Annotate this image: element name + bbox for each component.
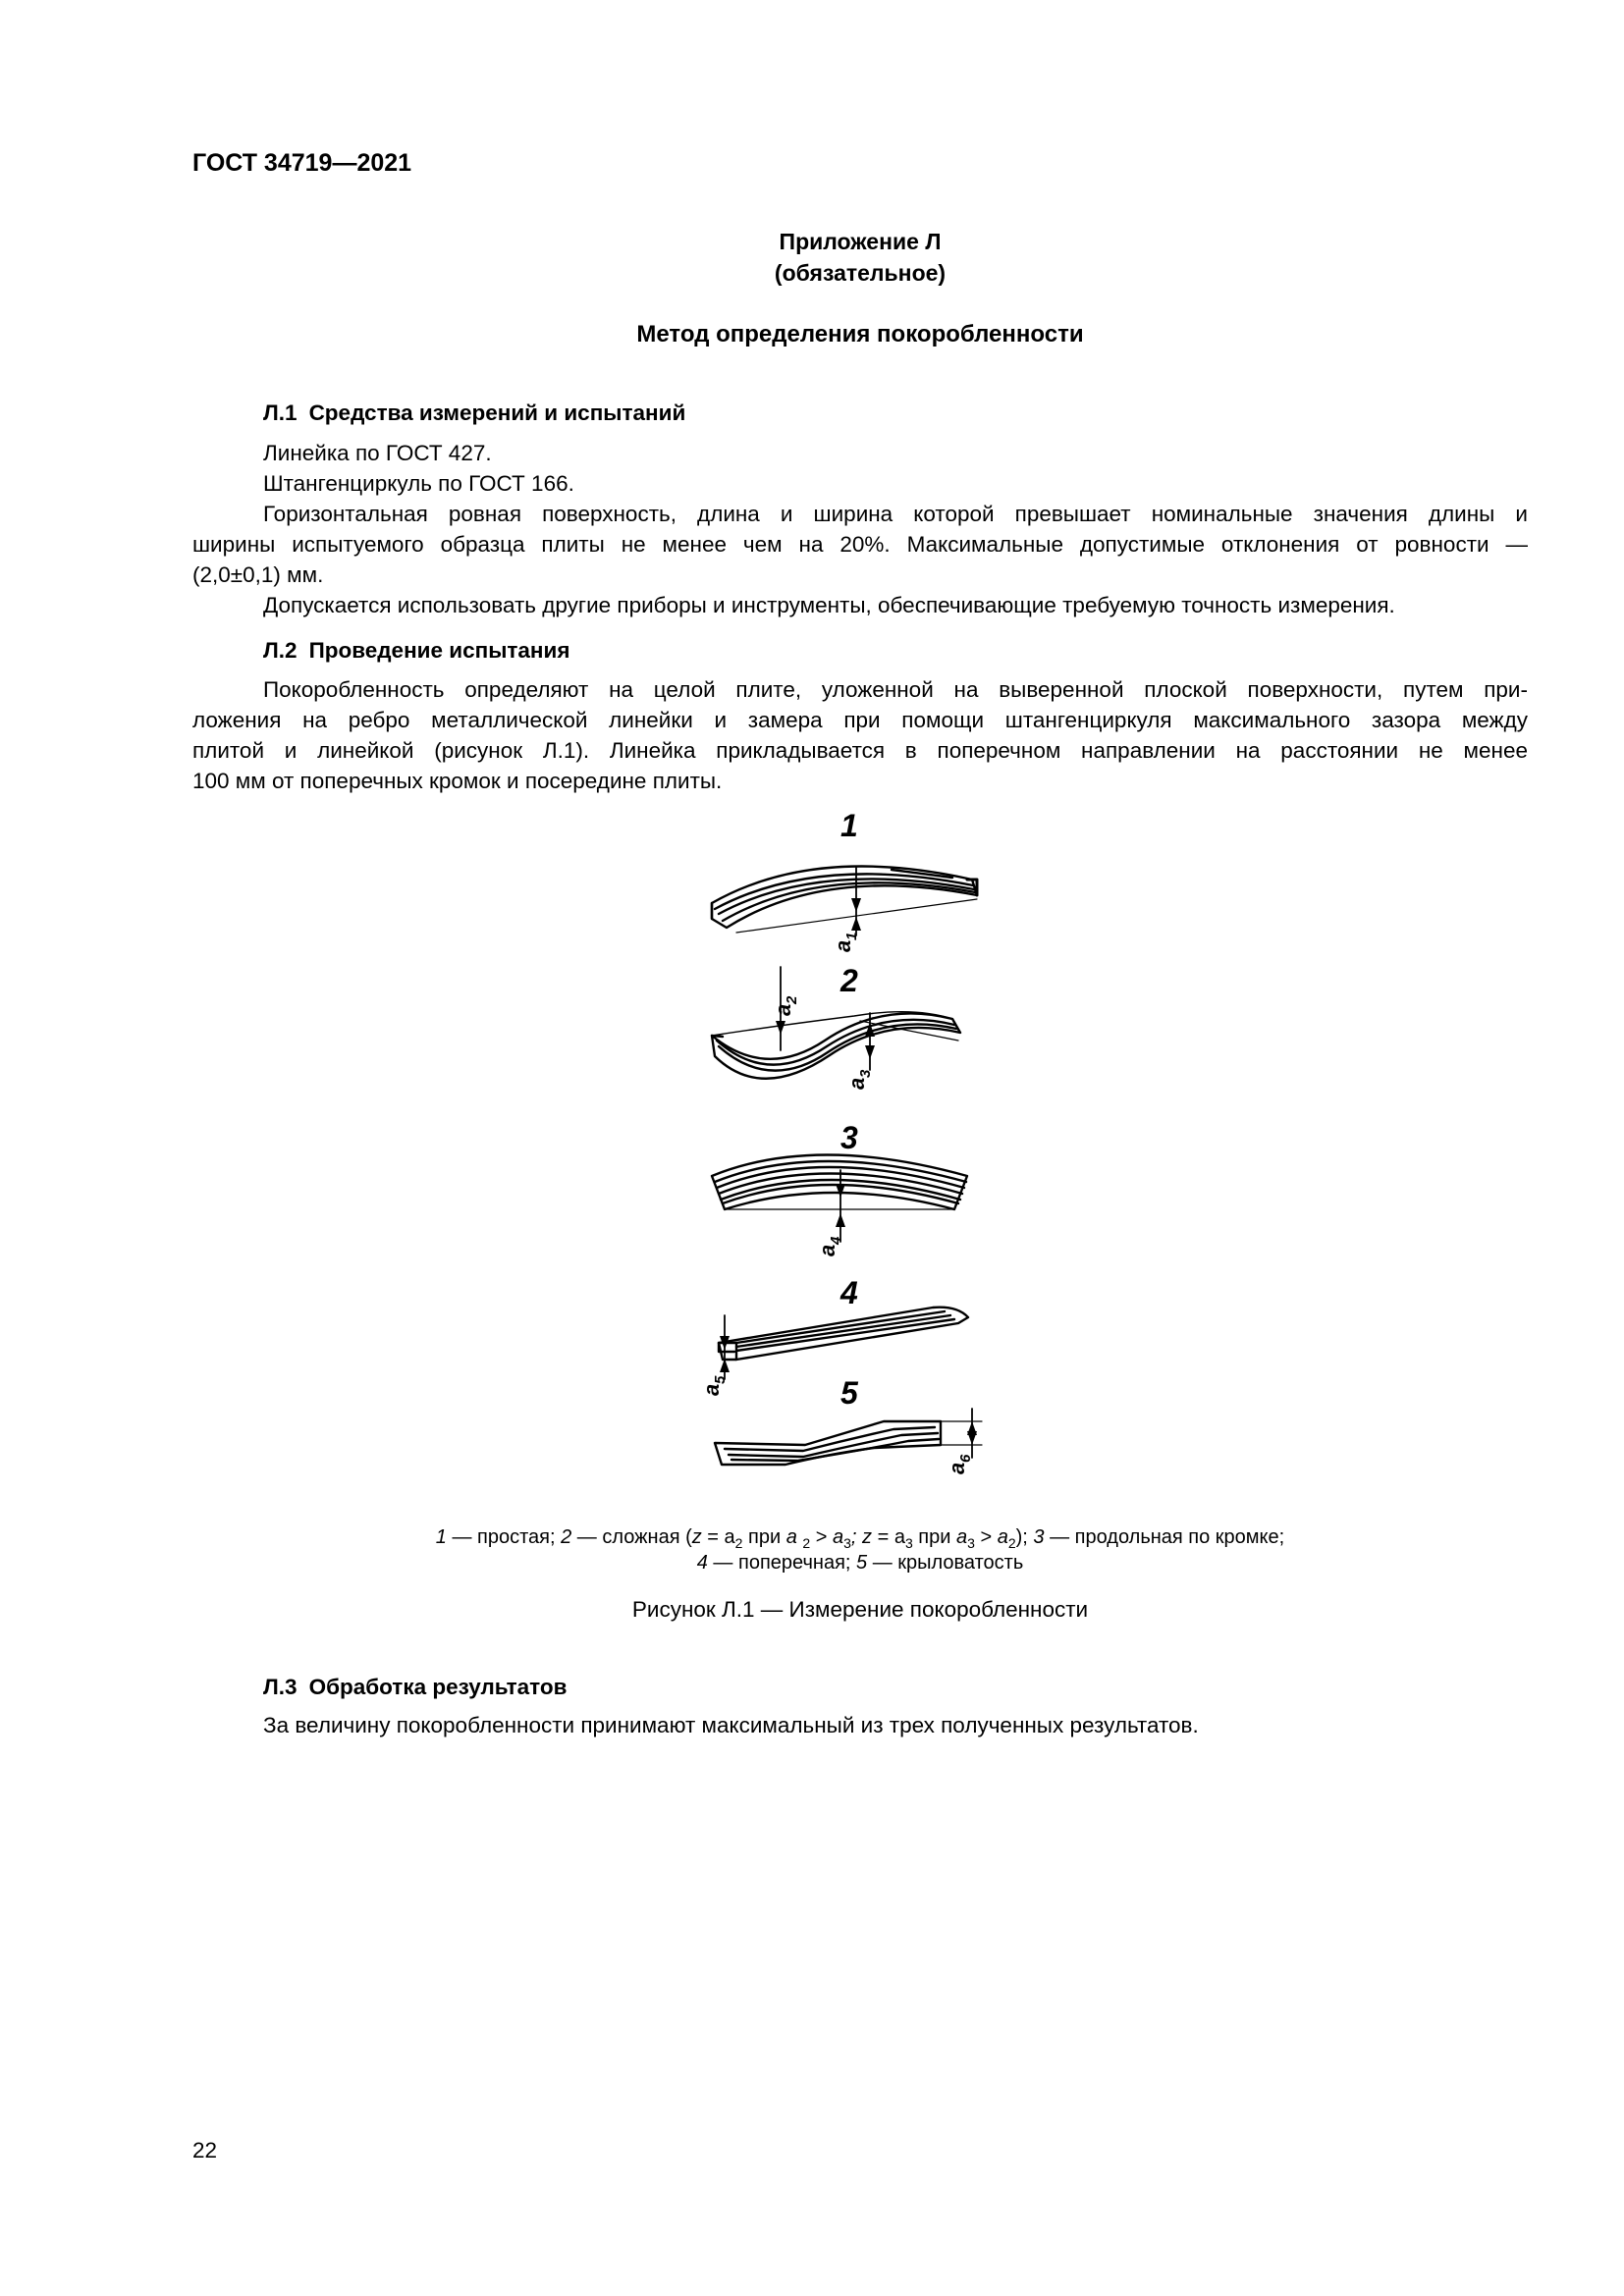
- figure-label-2: 2: [840, 963, 858, 998]
- legend-sub: 3: [843, 1535, 851, 1551]
- dimension-label-a4: a: [815, 1244, 839, 1256]
- dimension-subscript: 4: [828, 1236, 844, 1245]
- dimension-subscript: 5: [712, 1375, 729, 1384]
- text-line: Допускается использовать другие приборы и инструменты, обеспечивающие требуемую точность измерения.: [263, 593, 1395, 617]
- section-3-heading: [263, 1675, 567, 1700]
- section-2-heading: [263, 638, 570, 664]
- section-1-number: Л.1: [263, 400, 298, 425]
- plate-1-simple-warp: [712, 867, 977, 936]
- annex-status: (обязательное): [774, 260, 947, 286]
- text-line: ширины испытуемого образца плиты не менее чем на 20%. Максимальные допустимые отклонения от ровности —: [192, 532, 1528, 557]
- legend-text: — простая;: [446, 1526, 562, 1548]
- dimension-subscript: 1: [843, 932, 860, 940]
- annex-heading: [192, 226, 1528, 289]
- section-1-heading: [263, 400, 685, 426]
- legend-text: );: [1015, 1526, 1034, 1548]
- dimension-label-a2: a: [771, 1003, 795, 1016]
- figure-label-5: 5: [840, 1375, 858, 1411]
- text-line: Покоробленность определяют на целой плите, уложенной на выверенной плоской поверхности, путем при-: [263, 677, 1528, 702]
- legend-text: при: [742, 1526, 786, 1548]
- legend-sub: 2: [1007, 1535, 1016, 1551]
- figure-title: Рисунок Л.1 — Измерение покоробленности: [631, 1597, 1089, 1622]
- legend-sub: 3: [904, 1535, 913, 1551]
- section-3-title: Обработка результатов: [308, 1675, 568, 1699]
- text-line: За величину покоробленности принимают максимальный из трех полученных результатов.: [263, 1713, 1199, 1737]
- legend-text: при: [912, 1526, 956, 1548]
- legend-num: 5: [856, 1552, 868, 1574]
- text-line: Горизонтальная ровная поверхность, длина и ширина которой превышает номинальные значения длины и: [263, 502, 1528, 526]
- section-3-body: [192, 1710, 1528, 1740]
- plate-3-longitudinal-warp: [712, 1155, 967, 1243]
- legend-text: — крыловатость: [867, 1552, 1024, 1574]
- legend-var: a: [956, 1526, 968, 1548]
- legend-text: — продольная по кромке;: [1044, 1526, 1285, 1548]
- plate-2-complex-warp: [712, 967, 960, 1079]
- page-number: 22: [192, 2138, 218, 2163]
- section-2-body: [192, 674, 1528, 796]
- legend-sub: 2: [734, 1535, 743, 1551]
- legend-num: 2: [561, 1526, 572, 1548]
- section-3-number: Л.3: [263, 1675, 298, 1699]
- legend-text: — поперечная;: [707, 1552, 857, 1574]
- figure-label-4: 4: [840, 1275, 858, 1310]
- legend-var: z: [691, 1526, 702, 1548]
- text-line: 100 мм от поперечных кромок и посередине плиты.: [192, 769, 723, 793]
- figure-legend: [192, 1524, 1528, 1575]
- legend-num: 3: [1033, 1526, 1045, 1548]
- dimension-label-a1: a: [831, 939, 855, 952]
- legend-num: 4: [696, 1552, 708, 1574]
- section-1-title: Средства измерений и испытаний: [308, 400, 686, 425]
- dimension-subscript: 2: [784, 995, 800, 1004]
- dimension-label-a5: a: [699, 1383, 724, 1396]
- dimension-label-a6: a: [945, 1462, 969, 1474]
- legend-text: — сложная (: [571, 1526, 692, 1548]
- legend-num: 1: [435, 1526, 447, 1548]
- text-line: Линейка по ГОСТ 427.: [263, 441, 492, 465]
- legend-line-2: [192, 1550, 1528, 1575]
- legend-text: >: [810, 1526, 833, 1548]
- figure-label-3: 3: [840, 1120, 858, 1155]
- legend-line-1: [192, 1524, 1528, 1550]
- legend-sub: 2: [802, 1535, 811, 1551]
- legend-var: z: [862, 1526, 873, 1548]
- figure-label-1: 1: [840, 808, 858, 843]
- text-line: Штангенциркуль по ГОСТ 166.: [263, 471, 574, 496]
- method-title: Метод определения покоробленности: [636, 321, 1084, 347]
- annex-title: Приложение Л: [779, 229, 942, 254]
- plate-4-transverse-warp: [719, 1308, 968, 1379]
- standard-code: ГОСТ 34719—2021: [192, 149, 412, 177]
- plate-5-twist: [715, 1409, 982, 1465]
- legend-text: = a: [701, 1526, 735, 1548]
- legend-text: = a: [872, 1526, 905, 1548]
- dimension-subscript: 3: [857, 1069, 874, 1078]
- legend-var: a: [832, 1526, 844, 1548]
- legend-text: ;: [850, 1526, 863, 1548]
- text-line: плитой и линейкой (рисунок Л.1). Линейка прикладывается в поперечном направлении на расстоянии не менее: [192, 738, 1528, 763]
- section-2-number: Л.2: [263, 638, 298, 663]
- warpage-figure: [638, 805, 1051, 1492]
- legend-sub: 3: [967, 1535, 975, 1551]
- legend-var: a: [997, 1526, 1008, 1548]
- dimension-subscript: 6: [957, 1454, 974, 1463]
- section-2-title: Проведение испытания: [308, 638, 570, 663]
- legend-var: a: [785, 1526, 803, 1548]
- section-1-body: [192, 438, 1528, 620]
- dimension-label-a3: a: [844, 1077, 869, 1090]
- text-line: (2,0±0,1) мм.: [192, 562, 324, 587]
- text-line: ложения на ребро металлической линейки и замера при помощи штангенциркуля максимального зазора между: [192, 708, 1528, 732]
- legend-text: >: [974, 1526, 998, 1548]
